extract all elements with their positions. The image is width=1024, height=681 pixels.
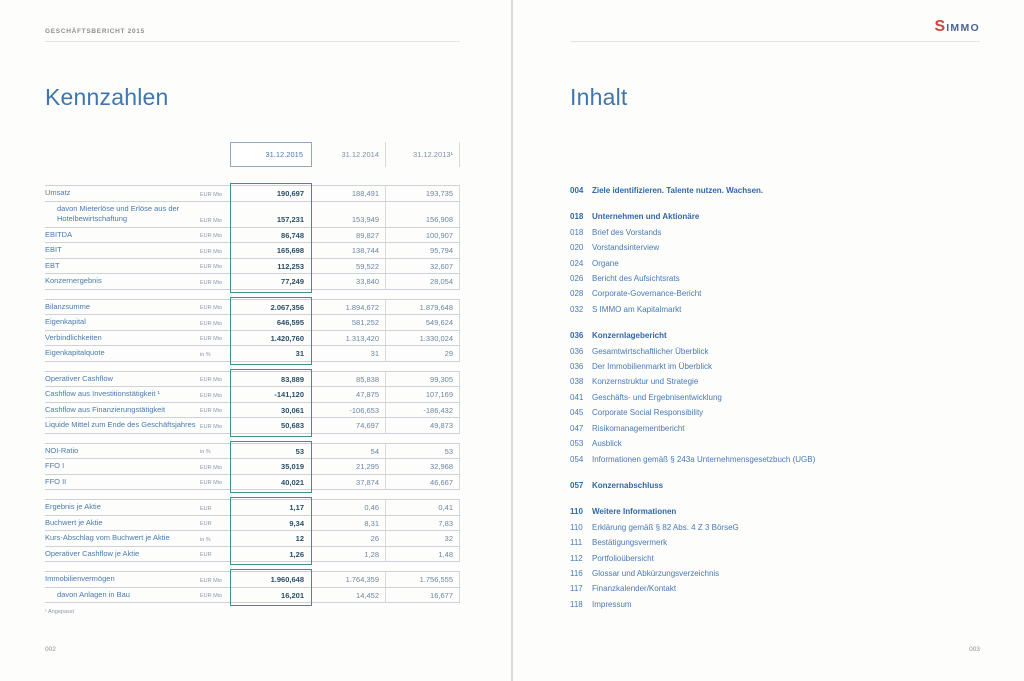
toc-entry-label: Impressum [592, 599, 632, 609]
cell-v2013: 99,305 [386, 372, 460, 387]
toc-page-number: 111 [570, 538, 583, 548]
toc-section-heading[interactable] [570, 504, 982, 519]
cell-v2014: 153,949 [312, 202, 386, 227]
cell-v2015: 77,249 [281, 277, 304, 286]
toc-entry-label: Konzernabschluss [592, 480, 664, 490]
cell-label: davon Anlagen in Bau [57, 589, 130, 599]
toc-section-heading[interactable] [570, 478, 982, 493]
toc-entry-label: Ausblick [592, 439, 622, 449]
cell-unit: in % [200, 449, 211, 455]
toc-entry-label: Risikomanagementbericht [592, 423, 685, 433]
cell-v2014: 138,744 [312, 243, 386, 258]
table-footnote: ¹ Angepasst [45, 609, 75, 615]
cell-label: EBIT [45, 245, 62, 254]
toc-entry[interactable] [570, 405, 982, 420]
toc-entry-label: Gesamtwirtschaftlicher Überblick [592, 346, 709, 356]
toc-entry-label: Bericht des Aufsichtsrats [592, 274, 680, 284]
toc-group [570, 328, 982, 467]
cell-v2013: -186,432 [386, 403, 460, 418]
table-group [45, 571, 460, 603]
cell-v2014: 59,522 [312, 259, 386, 274]
toc-entry-label: Vorstandsinterview [592, 243, 660, 253]
cell-unit: EUR Mio [200, 593, 223, 599]
cell-v2014: 1.894,672 [312, 300, 386, 315]
toc-entry-label: Bestätigungsvermerk [592, 538, 668, 548]
table-body [45, 185, 460, 603]
table-row [45, 228, 460, 244]
cell-label: EBT [45, 260, 60, 270]
toc-entry[interactable] [570, 436, 982, 451]
toc-page-number: 112 [570, 553, 583, 563]
cell-v2015: 157,231 [276, 215, 304, 224]
toc-entry[interactable] [570, 421, 982, 436]
cell-v2013: 49,873 [386, 418, 460, 433]
toc-section-heading[interactable] [570, 209, 982, 224]
toc-entry[interactable] [570, 286, 982, 301]
cell-label: davon Mieterlöse und Erlöse aus der Hotelbewirtschaftung [57, 203, 180, 223]
cell-v2014: 1.313,420 [312, 331, 386, 346]
cell-v2015: 646,595 [276, 318, 304, 327]
toc-entry-label: Organe [592, 258, 619, 268]
table-row [45, 588, 460, 604]
cell-label: Konzernergebnis [45, 276, 102, 285]
toc-entry[interactable] [570, 374, 982, 389]
table-row [45, 274, 460, 290]
toc-page-number: 026 [570, 274, 584, 284]
table-group [45, 371, 460, 434]
toc-entry-label: Ziele identifizieren. Talente nutzen. Wachsen. [592, 186, 764, 195]
cell-unit: EUR Mio [200, 191, 223, 198]
table-row [45, 259, 460, 275]
cell-label: Eigenkapital [45, 317, 86, 326]
table-row [45, 475, 460, 491]
cell-unit: EUR [200, 552, 212, 558]
toc-entry[interactable] [570, 597, 982, 612]
cell-v2013: 0,41 [386, 500, 460, 515]
toc-page-number: 110 [570, 507, 583, 517]
toc-page-number: 118 [570, 599, 583, 609]
cell-v2015: 30,061 [281, 405, 304, 415]
toc-entry-label: Portfolioübersicht [592, 553, 654, 563]
toc-page-number: 053 [570, 439, 584, 449]
cell-v2015: 165,698 [276, 246, 304, 255]
cell-v2013: 1,48 [386, 547, 460, 562]
cell-v2013: 193,735 [386, 186, 460, 201]
cell-v2015: 190,697 [276, 189, 304, 198]
cell-v2014: 37,874 [312, 475, 386, 490]
toc-page-number: 036 [570, 331, 584, 341]
cell-v2015: 1,17 [289, 503, 304, 512]
cell-label: Ergebnis je Aktie [45, 502, 101, 511]
cell-v2015: 40,021 [281, 477, 304, 487]
table-row [45, 547, 460, 563]
toc-entry[interactable] [570, 535, 982, 550]
cell-v2014: 188,491 [312, 186, 386, 201]
cell-v2013: 7,83 [386, 516, 460, 531]
report-title-header: GESCHÄFTSBERICHT 2015 [45, 28, 145, 35]
cell-v2014: 14,452 [312, 588, 386, 603]
toc-page-number: 036 [570, 362, 584, 372]
toc-page-number: 024 [570, 258, 584, 268]
cell-v2013: 95,794 [386, 243, 460, 258]
cell-v2015: 53 [295, 446, 304, 456]
toc-entry-label: Glossar und Abkürzungsverzeichnis [592, 568, 720, 578]
cell-label: Buchwert je Aktie [45, 517, 103, 527]
cell-v2013: 32,607 [386, 259, 460, 274]
page-header-right [570, 12, 980, 42]
logo-wordmark-immo: IMMO [946, 22, 980, 34]
toc-page-number: 110 [570, 522, 583, 532]
cell-label: Cashflow aus Investitionstätigkeit ¹ [45, 389, 161, 398]
cell-label: NOI-Ratio [45, 445, 79, 455]
cell-label: Cashflow aus Finanzierungstätigkeit [45, 404, 166, 414]
simmo-logo [935, 19, 980, 35]
page-inhalt [512, 0, 1024, 681]
toc-page-number: 047 [570, 423, 584, 433]
toc-page-number: 116 [570, 568, 583, 578]
cell-unit: EUR Mio [200, 217, 223, 224]
cell-v2013: 1.330,024 [386, 331, 460, 346]
cell-v2013: 46,667 [386, 475, 460, 490]
toc-group [570, 183, 982, 198]
table-row [45, 372, 460, 388]
toc-entry-label: Konzernlagebericht [592, 331, 667, 341]
cell-v2013: 28,054 [386, 274, 460, 289]
toc-entry[interactable] [570, 359, 982, 374]
toc-page-number: 036 [570, 346, 584, 356]
cell-v2014: 47,875 [312, 387, 386, 402]
toc-entry-label: Weitere Informationen [592, 507, 677, 517]
cell-v2014: 89,827 [312, 228, 386, 243]
cell-label: Operativer Cashflow [45, 373, 113, 383]
page-title-kennzahlen: Kennzahlen [45, 84, 169, 110]
cell-unit: in % [200, 351, 211, 358]
page-title-inhalt: Inhalt [570, 84, 628, 110]
page-number-left: 002 [45, 646, 56, 653]
toc-group [570, 478, 982, 493]
table-row [45, 531, 460, 547]
cell-v2014: 8,31 [312, 516, 386, 531]
toc-page-number: 045 [570, 408, 584, 418]
cell-unit: EUR [200, 521, 212, 527]
cell-unit: EUR Mio [200, 464, 223, 471]
toc-page-number: 038 [570, 377, 584, 387]
toc-entry[interactable] [570, 520, 982, 535]
cell-label: FFO I [45, 461, 65, 470]
cell-v2015: 50,683 [281, 421, 304, 430]
table-row [45, 459, 460, 475]
toc-entry-label: Geschäfts- und Ergebnisentwicklung [592, 392, 722, 402]
table-group [45, 185, 460, 290]
toc-entry[interactable] [570, 240, 982, 255]
cell-v2015: 86,748 [281, 230, 304, 240]
table-row [45, 572, 460, 588]
table-row [45, 300, 460, 316]
cell-v2013: 53 [386, 444, 460, 459]
cell-unit: EUR Mio [200, 264, 223, 270]
cell-label: Liquide Mittel zum Ende des Geschäftsjahres [45, 420, 196, 429]
toc-entry[interactable] [570, 302, 982, 317]
toc-page-number: 041 [570, 392, 584, 402]
cell-v2013: 100,907 [386, 228, 460, 243]
toc-entry-label: Brief des Vorstands [592, 227, 662, 237]
cell-label: Bilanzsumme [45, 301, 91, 311]
toc-entry-label: Informationen gemäß § 243a Unternehmensgesetzbuch (UGB) [592, 454, 816, 464]
toc-entry[interactable] [570, 225, 982, 240]
toc-entry-label: Konzernstruktur und Strategie [592, 377, 699, 387]
toc-entry-label: Erklärung gemäß § 82 Abs. 4 Z 3 BörseG [592, 522, 739, 532]
table-row [45, 346, 460, 362]
toc-entry[interactable] [570, 452, 982, 467]
key-figures-table [45, 142, 460, 615]
cell-unit: EUR Mio [200, 279, 223, 286]
cell-v2013: 16,677 [386, 588, 460, 603]
table-row [45, 387, 460, 403]
cell-label: Eigenkapitalquote [45, 348, 105, 357]
toc-group [570, 209, 982, 317]
cell-v2013: 32,968 [386, 459, 460, 474]
table-row [45, 186, 460, 202]
cell-unit: EUR Mio [200, 392, 223, 399]
toc-page-number: 028 [570, 289, 584, 299]
toc-section-heading[interactable] [570, 328, 982, 343]
cell-v2014: 54 [312, 444, 386, 459]
toc-entry-label: S IMMO am Kapitalmarkt [592, 304, 682, 314]
cell-unit: EUR Mio [200, 248, 223, 255]
toc-entry-label: Corporate-Governance-Bericht [592, 289, 702, 299]
cell-v2013: 1.879,648 [386, 300, 460, 315]
cell-label: FFO II [45, 476, 67, 486]
table-row [45, 243, 460, 259]
toc-page-number: 018 [570, 227, 584, 237]
toc-entry-label: Finanzkalender/Kontakt [592, 584, 677, 594]
table-group [45, 299, 460, 362]
cell-v2014: 31 [312, 346, 386, 361]
cell-v2014: 21,295 [312, 459, 386, 474]
cell-v2015: 12 [295, 534, 304, 543]
cell-v2013: 549,624 [386, 315, 460, 330]
toc-page-number: 054 [570, 454, 584, 464]
cell-v2014: 0,46 [312, 500, 386, 515]
cell-v2013: 32 [386, 531, 460, 546]
cell-v2014: 85,838 [312, 372, 386, 387]
table-of-contents [570, 183, 982, 612]
cell-v2014: 1.764,359 [312, 572, 386, 587]
toc-entry[interactable] [570, 390, 982, 405]
table-row [45, 202, 460, 228]
cell-label: Kurs-Abschlag vom Buchwert je Aktie [45, 533, 170, 542]
toc-entry[interactable] [570, 256, 982, 271]
cell-unit: EUR Mio [200, 423, 223, 430]
toc-entry[interactable] [570, 271, 982, 286]
page-header-left [45, 26, 460, 42]
cell-unit: EUR Mio [200, 233, 223, 239]
table-row [45, 418, 460, 434]
cell-v2013: 156,908 [386, 202, 460, 227]
toc-entry[interactable] [570, 581, 982, 596]
table-row [45, 403, 460, 419]
toc-entry[interactable] [570, 344, 982, 359]
cell-v2014: 33,840 [312, 274, 386, 289]
toc-entry[interactable] [570, 566, 982, 581]
toc-page-number: 020 [570, 243, 584, 253]
cell-unit: EUR Mio [200, 377, 223, 383]
cell-unit: EUR Mio [200, 408, 223, 414]
page-number-right: 003 [969, 646, 980, 653]
table-row [45, 500, 460, 516]
table-row [45, 516, 460, 532]
cell-v2013: 29 [386, 346, 460, 361]
cell-unit: EUR Mio [200, 320, 223, 327]
cell-v2015: 1.420,760 [270, 333, 304, 343]
table-group [45, 443, 460, 491]
cell-label: Immobilienvermögen [45, 574, 115, 583]
cell-v2015: 31 [295, 349, 304, 358]
table-row [45, 444, 460, 460]
toc-group [570, 504, 982, 612]
cell-v2015: 112,253 [277, 261, 304, 271]
cell-v2013: 107,169 [386, 387, 460, 402]
cell-v2015: 2.067,356 [270, 302, 304, 312]
cell-v2014: -106,653 [312, 403, 386, 418]
cell-unit: EUR Mio [200, 577, 223, 584]
cell-v2015: 1.960,648 [270, 575, 304, 584]
cell-unit: EUR Mio [200, 480, 223, 486]
table-row [45, 315, 460, 331]
toc-page-number: 117 [570, 584, 583, 594]
column-header-2014: 31.12.2014 [312, 142, 386, 167]
cell-v2014: 1,28 [312, 547, 386, 562]
toc-page-number: 057 [570, 480, 584, 490]
toc-section-heading[interactable] [570, 183, 982, 198]
toc-page-number: 032 [570, 304, 584, 314]
table-group [45, 499, 460, 562]
cell-unit: EUR [200, 505, 212, 512]
table-row [45, 331, 460, 347]
cell-label: EBITDA [45, 229, 73, 239]
cell-v2015: -141,120 [274, 390, 304, 399]
cell-v2015: 1,26 [289, 549, 304, 559]
cell-v2014: 581,252 [312, 315, 386, 330]
toc-entry-label: Unternehmen und Aktionäre [592, 212, 700, 222]
cell-v2014: 74,697 [312, 418, 386, 433]
column-header-2013: 31.12.2013¹ [386, 142, 460, 167]
toc-entry-label: Corporate Social Responsibility [592, 408, 704, 418]
cell-v2013: 1.756,555 [386, 572, 460, 587]
cell-unit: EUR Mio [200, 305, 223, 311]
cell-label: Umsatz [45, 188, 71, 197]
cell-v2015: 9,34 [289, 518, 304, 528]
cell-v2015: 83,889 [281, 374, 304, 384]
logo-letter-s: S [934, 18, 946, 35]
cell-v2014: 26 [312, 531, 386, 546]
cell-unit: EUR Mio [200, 336, 223, 342]
column-header-2015: 31.12.2015 [230, 142, 312, 167]
cell-label: Verbindlichkeiten [45, 332, 102, 342]
toc-entry[interactable] [570, 551, 982, 566]
cell-v2015: 35,019 [281, 462, 304, 471]
cell-unit: in % [200, 536, 211, 543]
toc-entry-label: Der Immobilienmarkt im Überblick [592, 362, 713, 372]
table-column-headers [45, 142, 460, 167]
cell-label: Operativer Cashflow je Aktie [45, 548, 140, 558]
toc-page-number: 018 [570, 212, 584, 222]
toc-page-number: 004 [570, 186, 584, 195]
cell-v2015: 16,201 [281, 590, 304, 600]
